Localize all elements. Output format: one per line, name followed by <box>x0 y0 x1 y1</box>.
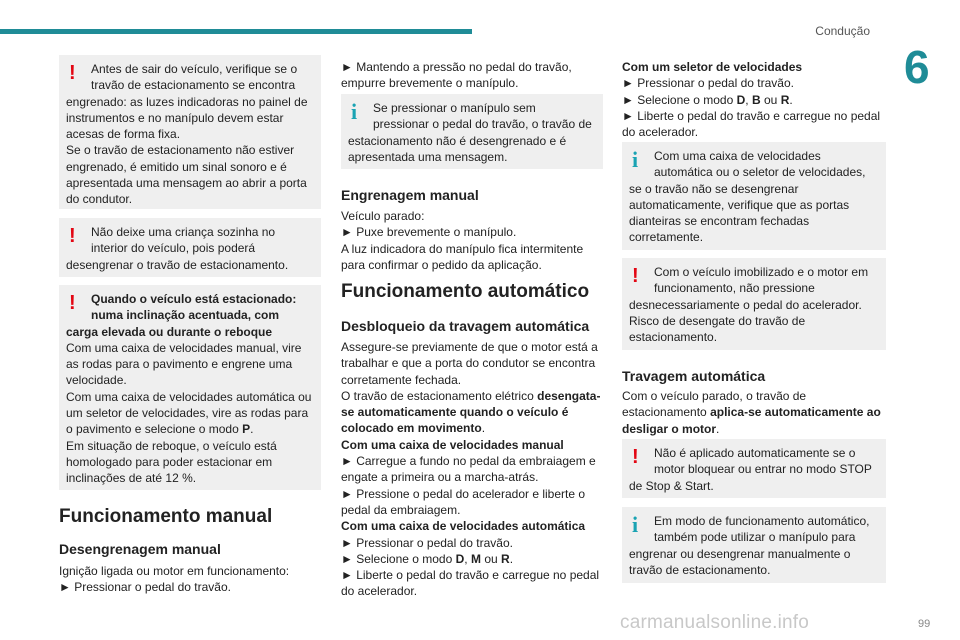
chapter-number: 6 <box>904 41 930 93</box>
info-box-auto-gearbox <box>622 142 886 250</box>
info-text-lead: Com uma caixa de velocidades automática ou o seletor de velocidades, <box>654 149 866 180</box>
heading-auto-braking: Travagem automática <box>622 368 766 384</box>
warning-text: desnecessariamente o pedal do acelerador. Risco de desengate do travão de estacionamento. <box>629 297 862 345</box>
selector-steps-text: Com um seletor de velocidades ► Pressionar o pedal do travão. ► Selecione o modo D, B ou R. ► Liberte o pedal do travão e carregue no pedal do acelerador. <box>622 60 881 140</box>
warning-text-lead: Com o veículo imobilizado e o motor em funcionamento, não pressione <box>654 265 869 296</box>
info-icon: i <box>632 147 639 172</box>
heading-auto-release: Desbloqueio da travagem automática <box>341 318 590 334</box>
warning-text: Com uma caixa de velocidades automática ou um seletor de velocidades, vire as rodas para o pavimento e selecione o modo P. <box>66 389 312 437</box>
warning-text-lead: Antes de sair do veículo, verifique se o travão de estacionamento se encontra <box>91 62 298 93</box>
heading-manual-engage: Engrenagem manual <box>341 187 479 203</box>
info-box-auto-mode <box>622 507 886 583</box>
warning-text: Se o travão de estacionamento não estiver engrenado, é emitido um sinal sonoro e é apresentada uma mensagem ao abrir a porta do condutor. <box>66 143 307 207</box>
manual-release-text: Ignição ligada ou motor em funcionamento: ► Pressionar o pedal do travão. <box>59 564 290 595</box>
manual-engage-text: Veículo parado: ► Puxe brevemente o manípulo. A luz indicadora do manípulo fica intermitente para confirmar o pedido da aplicação. <box>341 209 584 272</box>
auto-braking-text: Com o veículo parado, o travão de estacionamento aplica-se automaticamente ao desligar o motor. <box>622 389 881 436</box>
auto-release-text: Assegure-se previamente de que o motor está a trabalhar e que a porta do condutor se encontra corretamente fechada. O travão de estacionamento elétrico desengata-se automaticamente quando o veículo é colocado em movimento. Com uma caixa de velocidades manual ► Carregue a fundo no pedal da embraiagem e engate a primeira ou a marcha-atrás. ► Pressione o pedal do acelerador e liberte o pedal da embraiagem. Com uma caixa de velocidades automática ► Pressionar o pedal do travão. ► Selecione o modo D, M ou R. ► Liberte o pedal do travão e carregue no pedal do acelerador. <box>341 340 601 599</box>
warning-icon: ! <box>632 446 639 468</box>
warning-icon: ! <box>632 265 639 287</box>
info-icon: i <box>632 512 639 537</box>
warning-text: desengrenar o travão de estacionamento. <box>66 257 289 272</box>
warning-box-accelerator <box>622 258 886 350</box>
warning-text: Em situação de reboque, o veículo está homologado para poder estacionar em inclinações de até 12 %. <box>66 438 277 486</box>
warning-text-lead: Não deixe uma criança sozinha no interior do veículo, pois poderá <box>91 225 276 256</box>
warning-text: engrenado: as luzes indicadoras no painel de instrumentos e no manípulo devem estar acesas de forma fixa. <box>66 94 308 142</box>
section-title: Condução <box>815 24 870 38</box>
warning-box-stop-start <box>622 439 886 498</box>
heading-automatic-operation: Funcionamento automático <box>341 281 590 302</box>
info-text-lead: Se pressionar o manípulo sem pressionar o pedal do travão, o travão de <box>373 101 592 132</box>
heading-manual-operation: Funcionamento manual <box>59 506 273 527</box>
info-text: estacionamento não é desengrenado e é apresentada uma mensagem. <box>348 133 567 164</box>
warning-box-child <box>59 218 321 277</box>
info-text: engrenar ou desengrenar manualmente o travão de estacionamento. <box>629 546 851 577</box>
info-text: se o travão não se desengrenar automaticamente, verifique que as portas dianteiras se encontram fechadas corretamente. <box>629 181 850 245</box>
warning-text: Com uma caixa de velocidades manual, vire as rodas para o pavimento e engrene uma velocidade. <box>66 340 302 388</box>
warning-box-slope <box>59 285 321 490</box>
warning-box-parking-check <box>59 55 321 209</box>
warning-text-lead: Não é aplicado automaticamente se o motor bloquear ou entrar no modo STOP <box>654 446 872 477</box>
warning-icon: ! <box>69 62 76 84</box>
watermark: carmanualsonline.info <box>620 612 810 633</box>
page-number: 99 <box>918 618 931 630</box>
warning-text: de Stop & Start. <box>629 478 714 493</box>
info-box-release <box>341 94 603 169</box>
heading-manual-release: Desengrenagem manual <box>59 541 221 557</box>
warning-icon: ! <box>69 292 76 314</box>
header-accent-bar <box>0 29 472 34</box>
info-icon: i <box>351 99 358 124</box>
info-text-lead: Em modo de funcionamento automático, também pode utilizar o manípulo para <box>654 514 870 545</box>
release-step-text: ► Mantendo a pressão no pedal do travão, empurre brevemente o manípulo. <box>341 60 572 91</box>
warning-icon: ! <box>69 225 76 247</box>
warning-text-lead: Quando o veículo está estacionado: numa inclinação acentuada, com <box>91 292 297 323</box>
warning-text-bold: carga elevada ou durante o reboque <box>66 324 273 339</box>
